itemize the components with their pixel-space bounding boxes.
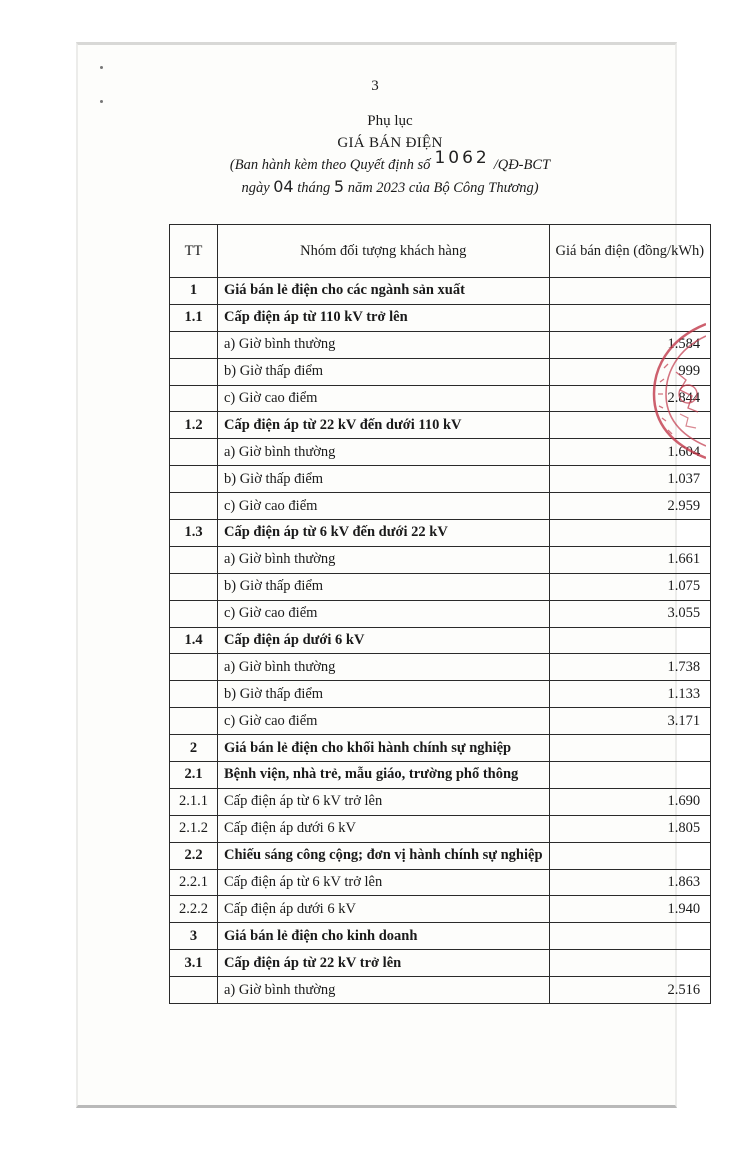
row-price-cell	[549, 950, 711, 977]
table-row	[170, 708, 711, 735]
issuance-line	[200, 148, 580, 176]
row-name-cell: a) Giờ bình thường	[218, 331, 550, 358]
table-row	[170, 278, 711, 305]
row-name-cell: Bệnh viện, nhà trẻ, mẫu giáo, trường phổ thông	[218, 762, 550, 789]
electricity-price-table	[169, 224, 711, 1004]
row-name-cell: Cấp điện áp từ 6 kV trở lên	[218, 869, 550, 896]
row-tt-cell	[170, 977, 218, 1004]
row-tt-cell: 2.2.1	[170, 869, 218, 896]
table-row	[170, 520, 711, 547]
page-number: 3	[371, 78, 379, 94]
date-suffix: năm 2023 của Bộ Công Thương)	[347, 180, 539, 196]
row-tt-cell	[170, 493, 218, 520]
row-tt-cell: 1.4	[170, 627, 218, 654]
table-row	[170, 600, 711, 627]
row-price-cell: 1.738	[549, 654, 711, 681]
row-tt-cell	[170, 331, 218, 358]
row-price-cell: 2.516	[549, 977, 711, 1004]
annex-label: Phụ lục	[367, 113, 413, 129]
row-tt-cell	[170, 681, 218, 708]
row-price-cell: 1.690	[549, 788, 711, 815]
row-name-cell: Cấp điện áp từ 6 kV đến dưới 22 kV	[218, 520, 550, 547]
row-name-cell: c) Giờ cao điểm	[218, 708, 550, 735]
table-row	[170, 681, 711, 708]
row-name-cell: c) Giờ cao điểm	[218, 385, 550, 412]
row-tt-cell	[170, 439, 218, 466]
table-row	[170, 923, 711, 950]
row-name-cell: b) Giờ thấp điểm	[218, 573, 550, 600]
table-header-row	[170, 225, 711, 278]
table-row	[170, 331, 711, 358]
row-name-cell: Giá bán lẻ điện cho khối hành chính sự nghiệp	[218, 735, 550, 762]
row-tt-cell	[170, 708, 218, 735]
row-name-cell: c) Giờ cao điểm	[218, 600, 550, 627]
row-name-cell: a) Giờ bình thường	[218, 439, 550, 466]
row-tt-cell: 2.1.2	[170, 815, 218, 842]
row-tt-cell: 2	[170, 735, 218, 762]
row-name-cell: a) Giờ bình thường	[218, 977, 550, 1004]
row-name-cell: Cấp điện áp từ 6 kV trở lên	[218, 788, 550, 815]
table-row	[170, 762, 711, 789]
row-tt-cell: 2.2.2	[170, 896, 218, 923]
row-tt-cell: 3	[170, 923, 218, 950]
row-name-cell: b) Giờ thấp điểm	[218, 358, 550, 385]
issued-suffix: /QĐ-BCT	[493, 157, 551, 173]
scan-speck	[100, 66, 103, 69]
row-name-cell: a) Giờ bình thường	[218, 546, 550, 573]
row-price-cell	[549, 762, 711, 789]
decision-number: 1062	[434, 148, 490, 168]
table-row	[170, 385, 711, 412]
row-name-cell: Cấp điện áp dưới 6 kV	[218, 815, 550, 842]
row-name-cell: a) Giờ bình thường	[218, 654, 550, 681]
row-tt-cell: 1.3	[170, 520, 218, 547]
document-header	[200, 110, 580, 199]
row-tt-cell	[170, 466, 218, 493]
issue-day: 04	[273, 177, 294, 196]
row-name-cell: Cấp điện áp dưới 6 kV	[218, 896, 550, 923]
table-row	[170, 493, 711, 520]
red-seal-stamp	[646, 322, 706, 462]
row-tt-cell: 2.2	[170, 842, 218, 869]
row-price-cell	[549, 278, 711, 305]
table-row	[170, 358, 711, 385]
table-row	[170, 842, 711, 869]
table-row	[170, 896, 711, 923]
row-tt-cell	[170, 654, 218, 681]
issue-month: 5	[333, 177, 345, 196]
table-row	[170, 466, 711, 493]
table-row	[170, 869, 711, 896]
table-row	[170, 412, 711, 439]
row-price-cell: 2.959	[549, 493, 711, 520]
row-tt-cell: 1.2	[170, 412, 218, 439]
row-name-cell: Cấp điện áp từ 22 kV đến dưới 110 kV	[218, 412, 550, 439]
row-name-cell: Giá bán lẻ điện cho các ngành sản xuất	[218, 278, 550, 305]
table-row	[170, 439, 711, 466]
table-row	[170, 654, 711, 681]
row-price-cell: 1.037	[549, 466, 711, 493]
row-tt-cell	[170, 600, 218, 627]
date-line	[200, 176, 580, 199]
row-price-cell: 1.661	[549, 546, 711, 573]
row-price-cell: 1.863	[549, 869, 711, 896]
date-prefix: ngày	[241, 180, 270, 196]
scan-speck	[100, 100, 103, 103]
row-price-cell: 999	[549, 358, 711, 385]
row-tt-cell: 1.1	[170, 304, 218, 331]
row-tt-cell	[170, 358, 218, 385]
row-name-cell: Cấp điện áp từ 110 kV trở lên	[218, 304, 550, 331]
table-row	[170, 546, 711, 573]
row-tt-cell: 3.1	[170, 950, 218, 977]
row-price-cell: 2.844	[549, 385, 711, 412]
row-name-cell: Cấp điện áp dưới 6 kV	[218, 627, 550, 654]
row-tt-cell: 1	[170, 278, 218, 305]
table-row	[170, 735, 711, 762]
row-name-cell: c) Giờ cao điểm	[218, 493, 550, 520]
row-price-cell: 1.805	[549, 815, 711, 842]
row-name-cell: b) Giờ thấp điểm	[218, 466, 550, 493]
row-tt-cell: 2.1	[170, 762, 218, 789]
row-price-cell: 1.133	[549, 681, 711, 708]
row-name-cell: Cấp điện áp từ 22 kV trở lên	[218, 950, 550, 977]
row-price-cell: 3.055	[549, 600, 711, 627]
row-name-cell: Giá bán lẻ điện cho kinh doanh	[218, 923, 550, 950]
table-row	[170, 304, 711, 331]
table-row	[170, 815, 711, 842]
table-row	[170, 977, 711, 1004]
table-row	[170, 627, 711, 654]
table-row	[170, 950, 711, 977]
row-price-cell	[549, 923, 711, 950]
row-price-cell: 1.940	[549, 896, 711, 923]
row-tt-cell	[170, 573, 218, 600]
table-row	[170, 788, 711, 815]
row-price-cell: 3.171	[549, 708, 711, 735]
month-label: tháng	[297, 180, 331, 196]
document-title: GIÁ BÁN ĐIỆN	[337, 135, 443, 151]
row-name-cell: b) Giờ thấp điểm	[218, 681, 550, 708]
row-price-cell	[549, 842, 711, 869]
row-price-cell: 1.075	[549, 573, 711, 600]
row-price-cell: 1.584	[549, 331, 711, 358]
row-price-cell	[549, 735, 711, 762]
row-price-cell: 1.604	[549, 439, 711, 466]
row-price-cell	[549, 520, 711, 547]
row-tt-cell	[170, 385, 218, 412]
table-row	[170, 573, 711, 600]
header-price: Giá bán điện (đồng/kWh)	[549, 225, 711, 278]
header-tt: TT	[170, 225, 218, 278]
row-tt-cell: 2.1.1	[170, 788, 218, 815]
row-name-cell: Chiếu sáng công cộng; đơn vị hành chính sự nghiệp	[218, 842, 550, 869]
issued-prefix: (Ban hành kèm theo Quyết định số	[229, 157, 431, 173]
row-price-cell	[549, 627, 711, 654]
row-tt-cell	[170, 546, 218, 573]
header-customer-group: Nhóm đối tượng khách hàng	[218, 225, 550, 278]
